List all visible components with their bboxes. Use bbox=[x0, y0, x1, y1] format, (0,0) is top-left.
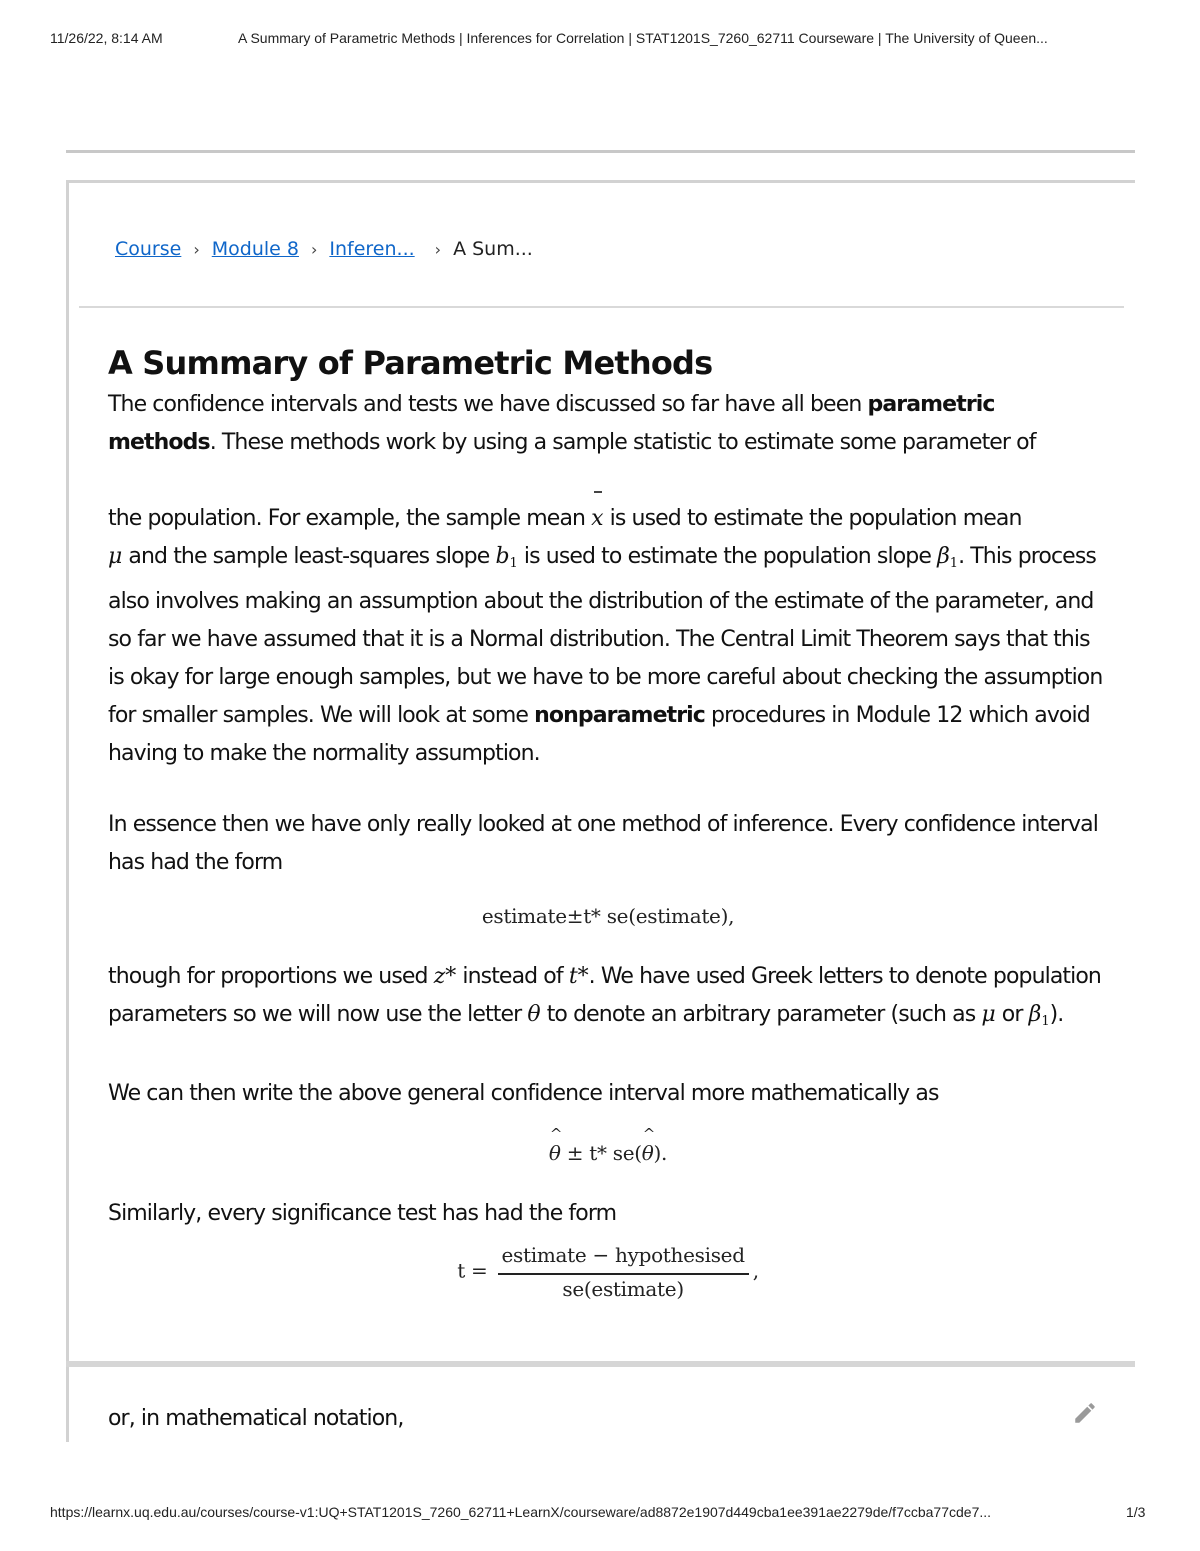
content-card-left-border bbox=[66, 180, 69, 1442]
theta-hat-symbol: ^ θ bbox=[642, 1141, 654, 1165]
b1-symbol bbox=[495, 544, 517, 569]
formula-text: ± t* se( bbox=[560, 1141, 642, 1165]
bold-term: parametric methods bbox=[108, 392, 995, 455]
pencil-edit-icon[interactable] bbox=[1072, 1400, 1098, 1426]
text: or bbox=[995, 1002, 1029, 1027]
article-content bbox=[108, 340, 1108, 1431]
fraction-denominator: se(estimate) bbox=[562, 1277, 684, 1301]
breadcrumb bbox=[115, 234, 533, 264]
theta-hat-symbol: ^ θ bbox=[549, 1141, 561, 1165]
chevron-right-icon: › bbox=[434, 239, 442, 259]
paragraph-general-ci: We can then write the above general confidence interval more mathematically as bbox=[108, 1081, 939, 1106]
paragraph-essence: In essence then we have only really looked at one method of inference. Every confidence interval has had the form bbox=[108, 812, 1098, 875]
fraction-numerator: estimate − hypothesised bbox=[498, 1243, 749, 1275]
print-url: https://learnx.uq.edu.au/courses/course-v1:UQ+STAT1201S_7260_62711+LearnX/courseware/ad8872e1907d449cba1ee391ae2279de/f7ccba77cde7... bbox=[50, 1504, 992, 1520]
text: though for proportions we used bbox=[108, 964, 434, 989]
mu-symbol: μ bbox=[108, 544, 123, 569]
print-footer bbox=[0, 1504, 1200, 1524]
fraction bbox=[498, 1243, 749, 1301]
content-card-top-border bbox=[66, 180, 1135, 183]
breadcrumb-divider bbox=[79, 306, 1124, 308]
paragraph-significance-test: Similarly, every significance test has had the form bbox=[108, 1201, 617, 1226]
subscript: 1 bbox=[949, 556, 959, 571]
chevron-right-icon: › bbox=[310, 239, 318, 259]
chevron-right-icon: › bbox=[193, 239, 200, 259]
formula-test-statistic bbox=[108, 1243, 1108, 1301]
text: and the sample least-squares slope bbox=[122, 544, 496, 569]
top-divider bbox=[66, 150, 1135, 153]
theta-symbol: θ bbox=[527, 1002, 541, 1027]
page-number: 1/3 bbox=[1126, 1504, 1146, 1520]
text: The confidence intervals and tests we have discussed so far have all been bbox=[108, 392, 868, 417]
text: procedures in Module 12 which avoid having to make the normality assumption. bbox=[108, 703, 1090, 766]
z-star-symbol: z* bbox=[433, 964, 457, 989]
text: is used to estimate the population slope bbox=[517, 544, 938, 569]
t-star-symbol: t* bbox=[568, 964, 589, 989]
formula-lhs: t = bbox=[457, 1258, 488, 1283]
bold-term: nonparametric bbox=[534, 703, 705, 728]
text: the population. For example, the sample mean bbox=[108, 506, 592, 531]
text: . This process also involves making an assumption about the distribution of the estimate of the parameter, and so far we have assumed that it is a Normal distribution. The Central Limit Theorem says that this is okay for large enough samples, but we have to be more careful about checking the assumption for smaller samples. We will look at some bbox=[108, 544, 1103, 728]
subscript: 1 bbox=[1041, 1014, 1050, 1029]
breadcrumb-module-link[interactable]: Module 8 bbox=[211, 238, 299, 260]
text: instead of bbox=[456, 964, 569, 989]
symbol-letter: β bbox=[1028, 1002, 1042, 1027]
text: to denote an arbitrary parameter (such as bbox=[540, 1002, 982, 1027]
formula-theta-hat-ci bbox=[108, 1141, 1108, 1165]
formula-confidence-interval: estimate±t* se(estimate), bbox=[481, 904, 735, 928]
beta1-symbol bbox=[1029, 1002, 1050, 1027]
breadcrumb-current: A Sum... bbox=[453, 238, 533, 260]
formula-text: , bbox=[752, 1258, 759, 1283]
paragraph-parametric bbox=[108, 386, 1108, 773]
symbol-letter: b bbox=[495, 544, 510, 569]
page-title: A Summary of Parametric Methods bbox=[108, 344, 713, 382]
text: is used to estimate the population mean bbox=[603, 506, 1022, 531]
print-page-title: A Summary of Parametric Methods | Inferences for Correlation | STAT1201S_7260_62711 Courseware | The University of Queen... bbox=[238, 30, 1048, 46]
paragraph-math-notation: or, in mathematical notation, bbox=[108, 1406, 404, 1431]
paragraph-greek-letters bbox=[108, 958, 1108, 1041]
print-date: 11/26/22, 8:14 AM bbox=[50, 30, 163, 46]
page-break-divider bbox=[66, 1361, 1135, 1367]
text: . We have used Greek letters to denote population parameters so we will now use the letter bbox=[108, 964, 1101, 1027]
symbol-letter: β bbox=[937, 544, 950, 569]
text: . These methods work by using a sample statistic to estimate some parameter of bbox=[209, 430, 1036, 455]
text: ). bbox=[1049, 1002, 1064, 1027]
beta1-symbol bbox=[937, 544, 958, 569]
mu-symbol: μ bbox=[981, 1002, 996, 1027]
breadcrumb-section-link[interactable]: Inferen... bbox=[329, 238, 415, 260]
print-header bbox=[0, 30, 1200, 50]
formula-text: ). bbox=[653, 1141, 668, 1165]
subscript: 1 bbox=[509, 556, 518, 571]
breadcrumb-course-link[interactable]: Course bbox=[115, 238, 182, 260]
x-bar-symbol: x bbox=[591, 500, 603, 538]
